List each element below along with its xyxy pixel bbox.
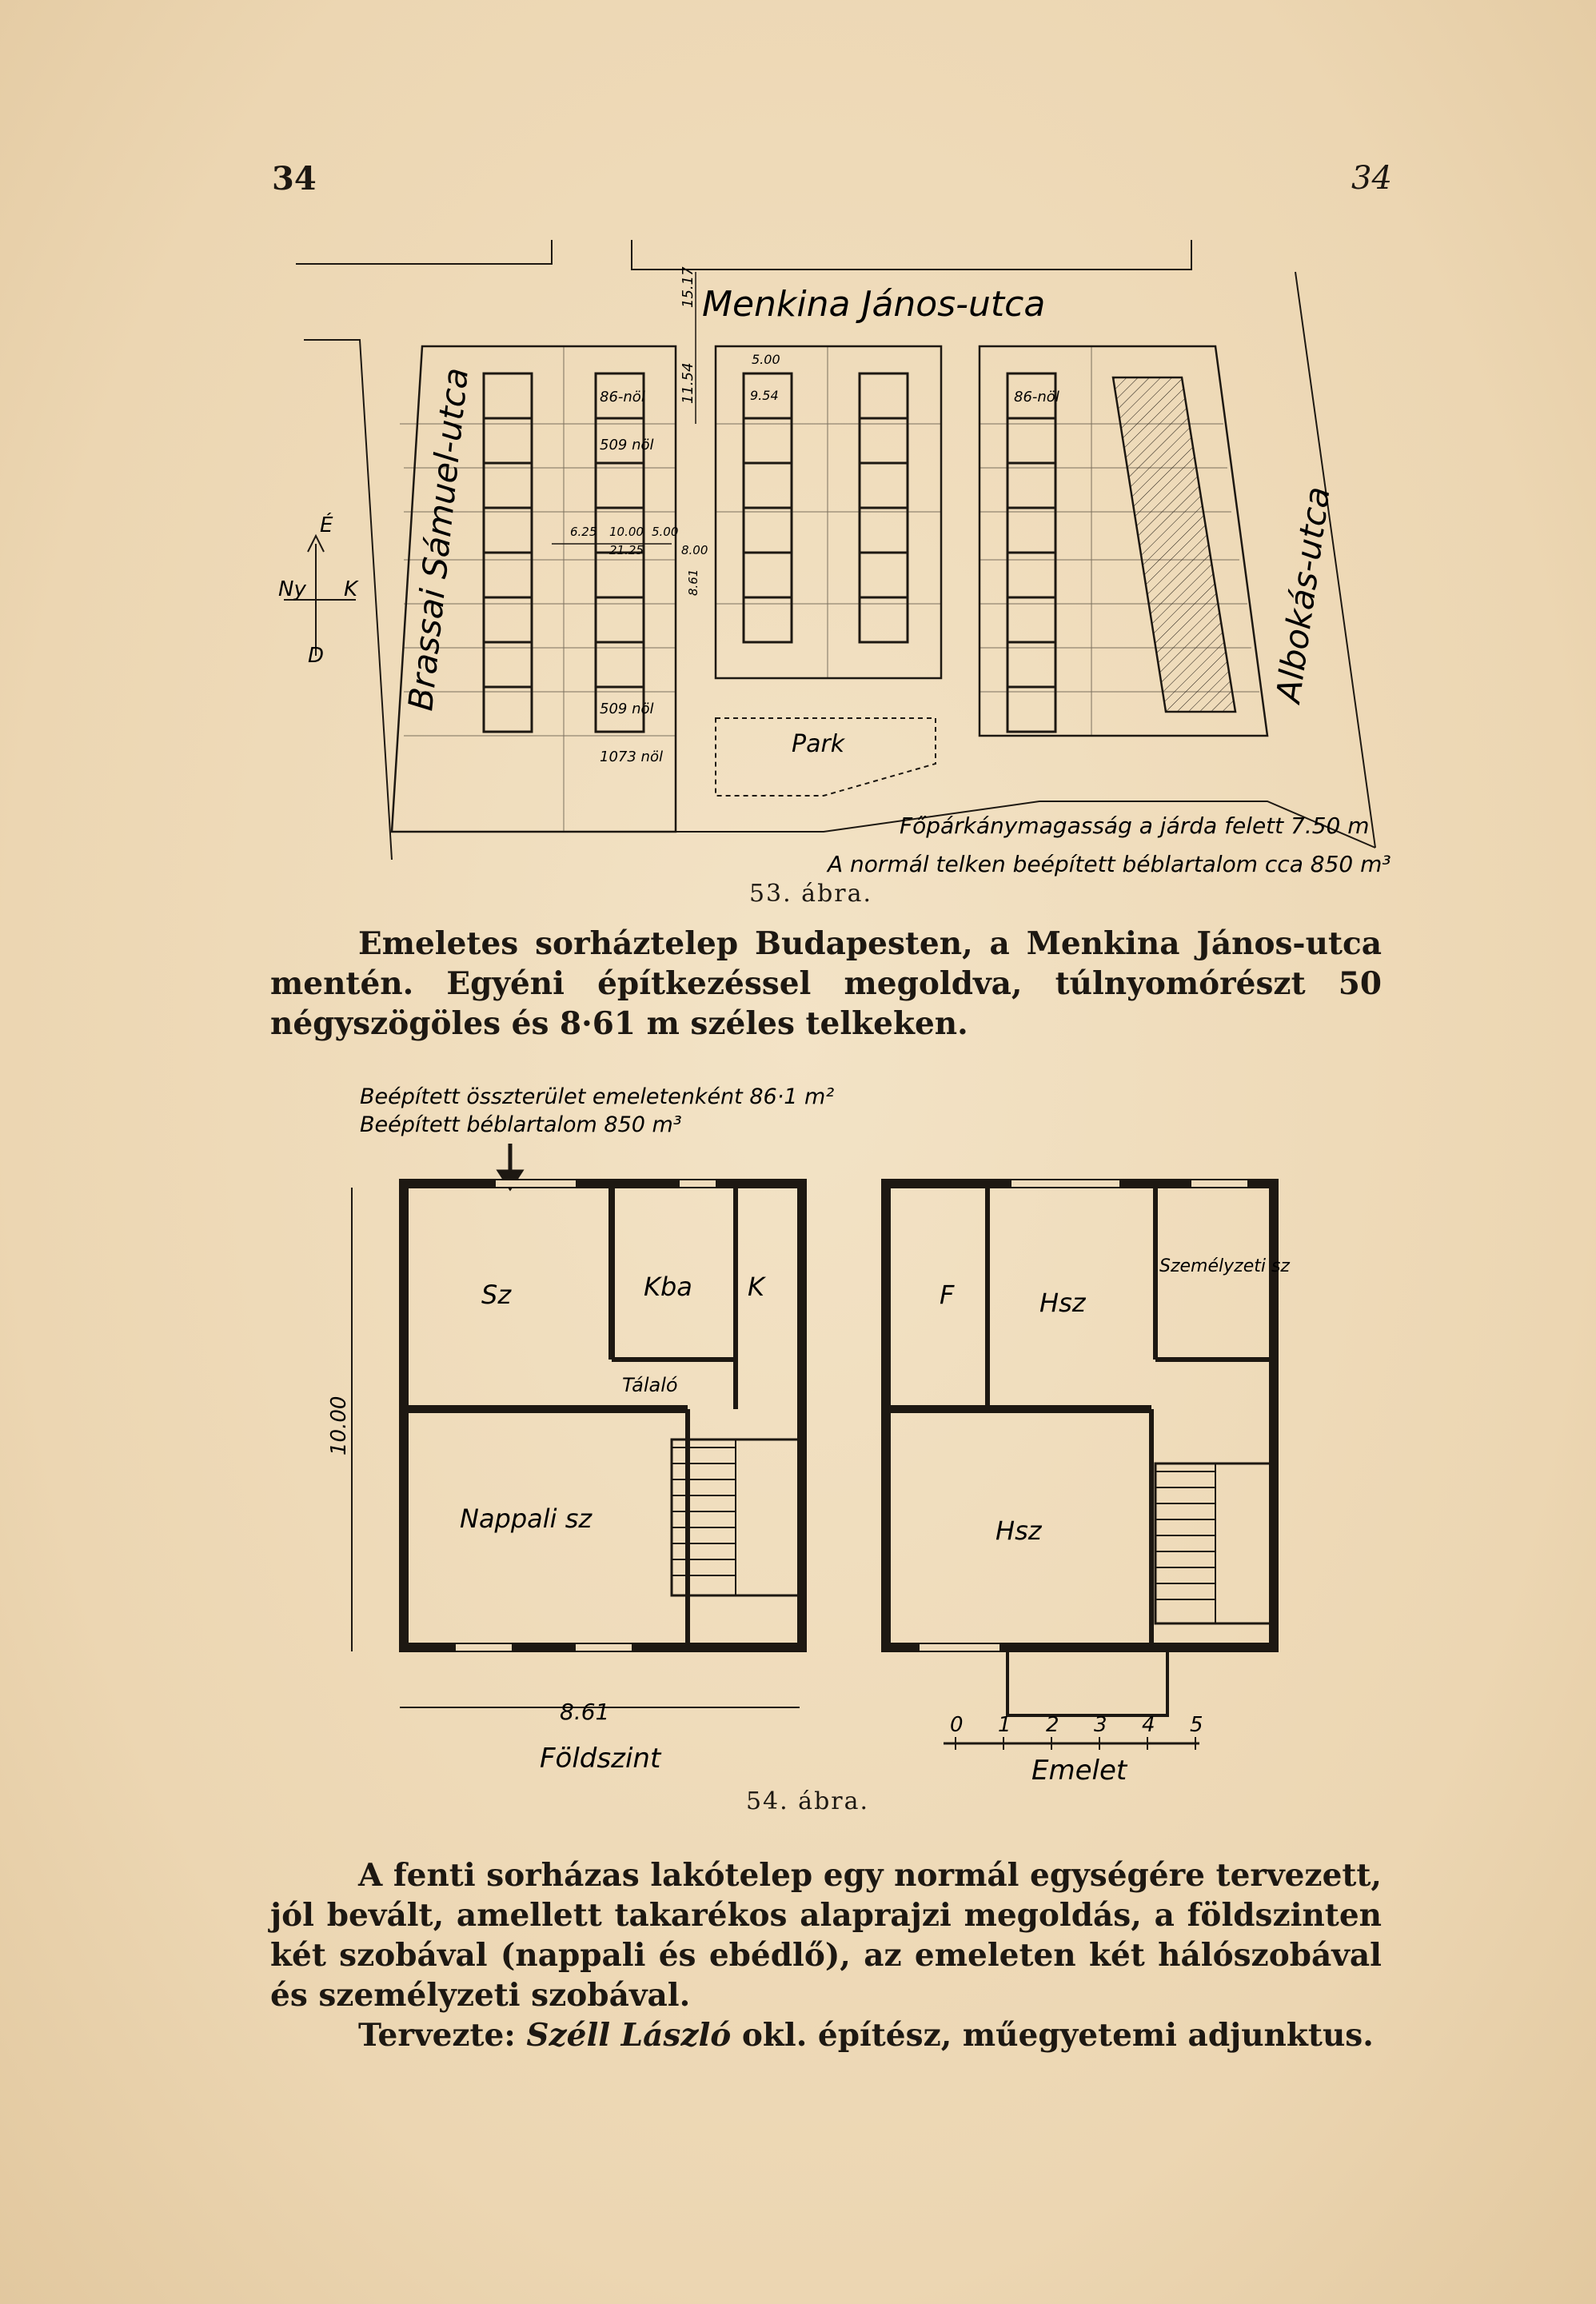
figure-53-caption: 53. ábra.	[748, 880, 873, 908]
house-unit	[744, 418, 792, 463]
ground-floor-plan	[352, 1184, 802, 1707]
room-f: F	[940, 1280, 955, 1310]
room-hsz-top: Hsz	[1039, 1288, 1086, 1318]
house-unit	[744, 508, 792, 553]
house-unit	[744, 553, 792, 597]
upper-floor-title: Emelet	[1031, 1755, 1127, 1787]
svg-text:K: K	[344, 577, 358, 601]
house-unit	[484, 553, 532, 597]
ground-floor-title: Földszint	[540, 1743, 661, 1775]
house-unit	[1007, 642, 1055, 687]
house-unit	[860, 418, 908, 463]
svg-text:Ny: Ny	[278, 577, 306, 601]
house-unit	[484, 508, 532, 553]
house-unit	[1007, 418, 1055, 463]
house-unit	[484, 463, 532, 508]
note-area: Beépített összterület emeletenként 86·1 m²	[360, 1084, 835, 1109]
room-nappali: Nappali sz	[460, 1503, 593, 1534]
park-label: Park	[792, 730, 845, 758]
dim-4: 9.54	[750, 388, 779, 403]
plot-label-1: 86-nöl	[600, 389, 645, 405]
room-talalo: Tálaló	[622, 1374, 678, 1396]
street-label-top: Menkina János-utca	[702, 284, 1046, 325]
dim-width-ground: 8.61	[560, 1699, 610, 1725]
plot-label-2: 509 nöl	[600, 437, 654, 453]
dim-6: 10.00	[609, 525, 644, 539]
house-unit	[484, 418, 532, 463]
paragraph-2-text: A fenti sorházas lakótelep egy normál egységére tervezett, jól bevált, amellett takarékos alaprajzi megoldás, a földszinten két szobával (nappali és ebédlő), az emeleten két hálószobával és személyzeti szobával.	[270, 1857, 1382, 2014]
house-unit	[596, 463, 644, 508]
site-plan-figure-53	[0, 0, 1596, 928]
house-unit	[860, 463, 908, 508]
dim-5: 6.25	[570, 525, 597, 539]
scale-2: 2	[1046, 1713, 1059, 1737]
dim-9: 8.00	[681, 543, 708, 557]
room-hsz-bottom: Hsz	[996, 1515, 1042, 1546]
dim-3: 5.00	[752, 352, 780, 367]
dim-1: 15.17	[680, 266, 696, 308]
street-label-right: Albokás-utca	[1268, 484, 1338, 705]
house-unit	[1007, 553, 1055, 597]
scale-1: 1	[998, 1713, 1011, 1737]
house-unit	[484, 373, 532, 418]
plot-label-3: 86-nöl	[1014, 389, 1059, 405]
house-unit	[1007, 463, 1055, 508]
house-unit	[596, 553, 644, 597]
floor-plans-figure-54	[0, 1040, 1596, 1791]
svg-text:D: D	[308, 644, 325, 668]
room-kba: Kba	[644, 1272, 692, 1302]
street-label-left: Brassai Sámuel-utca	[401, 365, 476, 713]
paragraph-1-text: Emeletes sorháztelep Budapesten, a Menkina János-utca mentén. Egyéni építkezéssel megoldva, túlnyomórészt 50 négyszögöles és 8·61 m széles telkeken.	[270, 925, 1382, 1042]
note-volume-54: Beépített béblartalom 850 m³	[360, 1112, 682, 1137]
note-height: Főpárkánymagasság a járda felett 7.50 m	[900, 813, 1370, 839]
svg-text:É: É	[320, 513, 333, 537]
credit-name: Széll László	[526, 2017, 732, 2054]
plot-label-4: 509 nöl	[600, 701, 654, 717]
scale-0: 0	[950, 1713, 964, 1737]
page-number-right: 34	[1351, 160, 1392, 197]
paragraph-1	[270, 924, 1382, 1044]
dim-7: 5.00	[652, 525, 679, 539]
note-volume: A normál telken beépített béblartalom cca 850 m³	[828, 851, 1391, 877]
dim-10: 8.61	[686, 569, 700, 596]
house-unit	[484, 642, 532, 687]
page-number-left: 34	[272, 160, 317, 198]
house-unit	[860, 553, 908, 597]
house-unit	[1007, 508, 1055, 553]
room-szemelyzeti: Személyzeti sz	[1159, 1256, 1290, 1276]
dim-2: 11.54	[680, 362, 696, 404]
credit-prefix: Tervezte:	[358, 2017, 527, 2054]
dim-depth-ground: 10.00	[327, 1396, 351, 1455]
house-unit	[596, 642, 644, 687]
scale-5: 5	[1190, 1713, 1203, 1737]
house-unit	[1007, 687, 1055, 732]
house-unit	[484, 687, 532, 732]
plot-label-5: 1073 nöl	[600, 749, 663, 765]
house-unit	[860, 508, 908, 553]
room-sz: Sz	[481, 1280, 512, 1310]
scale-3: 3	[1094, 1713, 1107, 1737]
house-unit	[744, 463, 792, 508]
house-unit	[860, 373, 908, 418]
room-k: K	[748, 1272, 764, 1302]
figure-54-caption: 54. ábra.	[745, 1787, 870, 1815]
credit-suffix: okl. építész, műegyetemi adjunktus.	[731, 2017, 1374, 2054]
dim-8: 21.25	[609, 543, 644, 557]
scale-4: 4	[1142, 1713, 1155, 1737]
paragraph-2	[270, 1855, 1382, 2055]
